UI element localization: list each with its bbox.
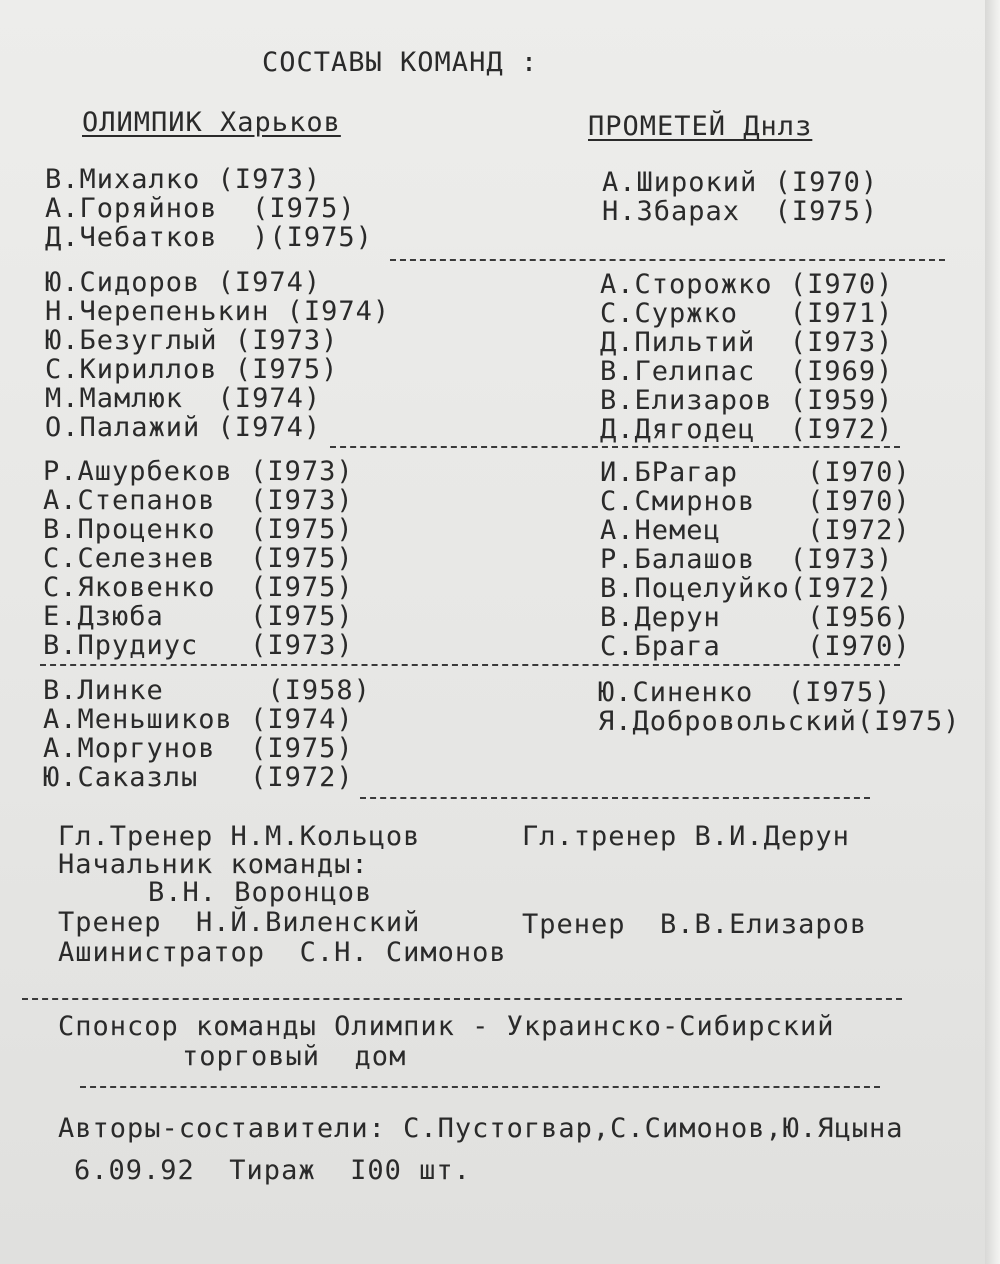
- player-row: В.Михалко (I973): [45, 164, 322, 195]
- right-group-3: [600, 458, 911, 661]
- player-row: Е.Дзюба (I975): [43, 601, 354, 632]
- left-coach: Тренер Н.Й.Виленский: [58, 907, 421, 938]
- separator-line: [80, 1086, 880, 1088]
- player-row: И.БРагар (I970): [600, 457, 911, 488]
- player-row: С.Селезнев (I975): [43, 543, 354, 574]
- left-group-1: [45, 165, 373, 252]
- player-row: А.Немец (I972): [600, 515, 911, 546]
- separator-line: [22, 998, 902, 1000]
- page-crease: [985, 0, 1000, 1264]
- left-group-4: [43, 676, 371, 792]
- player-row: В.Гелипас (I969): [600, 356, 894, 387]
- sponsor-line-1: Спонсор команды Олимпик - Украинско-Сибирский: [58, 1011, 835, 1042]
- player-row: А.Сторожко (I970): [600, 269, 894, 300]
- player-row: Ю.Безуглый (I973): [45, 325, 339, 356]
- player-row: С.Смирнов (I970): [600, 486, 911, 517]
- right-coach: Тренер В.В.Елизаров: [522, 909, 868, 940]
- right-head-coach: Гл.тренер В.И.Дерун: [522, 821, 850, 852]
- player-row: Д.Дягодец (I972): [600, 414, 894, 445]
- player-row: С.Брага (I970): [600, 631, 911, 662]
- player-row: А.Степанов (I973): [43, 485, 354, 516]
- right-group-4: [598, 678, 960, 736]
- page-title: СОСТАВЫ КОМАНД :: [262, 47, 539, 78]
- player-row: В.Прудиус (I973): [43, 630, 354, 661]
- separator-line: [390, 259, 945, 261]
- date-print-line: 6.09.92 Тираж I00 шт.: [74, 1155, 471, 1186]
- player-row: А.Горяйнов (I975): [45, 193, 356, 224]
- player-row: С.Кириллов (I975): [45, 354, 339, 385]
- sponsor-line-2: торговый дом: [182, 1041, 407, 1072]
- player-row: Ю.Саказлы (I972): [43, 762, 354, 793]
- right-team-name: ПРОМЕТЕЙ Днлз: [588, 111, 813, 142]
- right-group-1: [602, 168, 878, 226]
- left-team-name: ОЛИМПИК Харьков: [82, 107, 341, 138]
- player-row: Ю.Синенко (I975): [598, 677, 892, 708]
- right-group-2: [600, 270, 893, 444]
- separator-line: [330, 446, 900, 448]
- player-row: А.Широкий (I970): [602, 167, 879, 198]
- separator-line: [40, 664, 900, 666]
- player-row: О.Палажий (I974): [45, 412, 322, 443]
- player-row: Д.Чебатков )(I975): [45, 222, 373, 253]
- player-row: В.Проценко (I975): [43, 514, 354, 545]
- separator-line: [360, 797, 870, 799]
- team-chief-name: В.Н. Воронцов: [148, 877, 373, 908]
- team-chief-label: Начальник команды:: [58, 849, 369, 880]
- left-head-coach: Гл.Тренер Н.М.Кольцов: [58, 821, 421, 852]
- player-row: Р.Балашов (I973): [600, 544, 894, 575]
- player-row: М.Мамлюк (I974): [45, 383, 322, 414]
- player-row: В.Поцелуйко(I972): [600, 573, 894, 604]
- player-row: С.Яковенко (I975): [43, 572, 354, 603]
- player-row: А.Моргунов (I975): [43, 733, 354, 764]
- player-row: Н.Збарах (I975): [602, 196, 879, 227]
- administrator: Ашинистратор С.Н. Симонов: [58, 937, 507, 968]
- player-row: Д.Пильтий (I973): [600, 327, 894, 358]
- player-row: В.Линке (I958): [43, 675, 371, 706]
- authors-line: Авторы-составители: С.Пустогвар,С.Симонов,Ю.Яцына: [58, 1113, 904, 1144]
- left-group-3: [43, 457, 354, 660]
- player-row: Р.Ашурбеков (I973): [43, 456, 354, 487]
- player-row: В.Елизаров (I959): [600, 385, 894, 416]
- player-row: Ю.Сидоров (I974): [45, 267, 322, 298]
- player-row: Н.Черепенькин (I974): [45, 296, 391, 327]
- left-group-2: [45, 268, 390, 442]
- player-row: Я.Добровольский(I975): [598, 706, 961, 737]
- player-row: А.Меньшиков (I974): [43, 704, 354, 735]
- player-row: С.Суржко (I971): [600, 298, 894, 329]
- player-row: В.Дерун (I956): [600, 602, 911, 633]
